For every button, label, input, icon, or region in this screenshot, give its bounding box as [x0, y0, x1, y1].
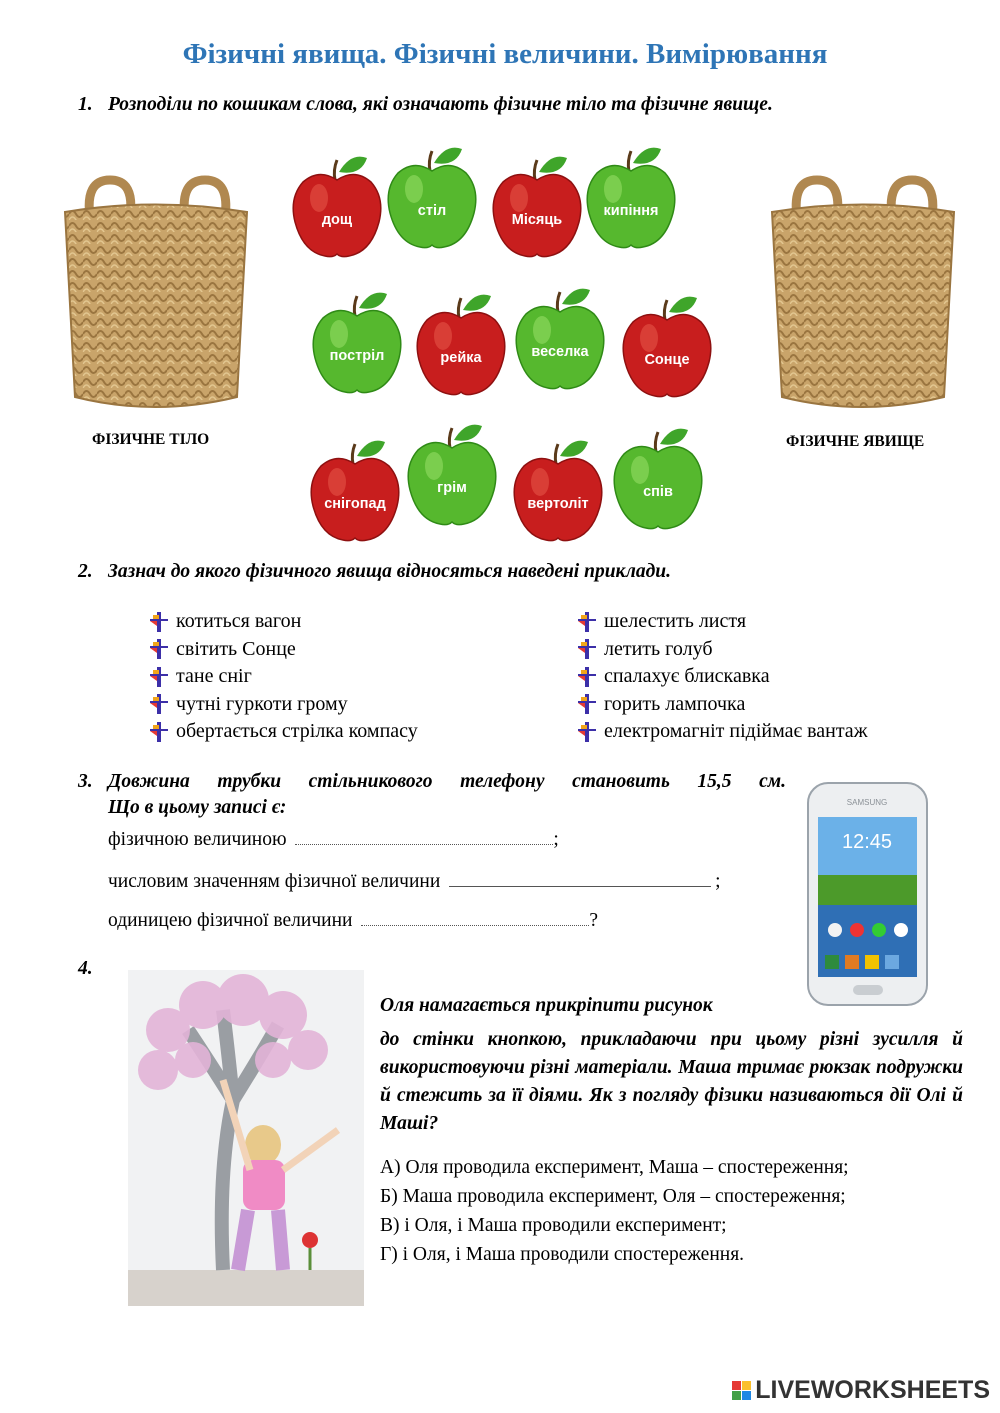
logo-text: LIVEWORKSHEETS [755, 1376, 990, 1404]
apple-word-label: Місяць [511, 212, 563, 228]
red-apple-icon [413, 290, 509, 400]
task3-answer-1 [108, 829, 559, 851]
apple-word-7[interactable] [512, 284, 608, 394]
task3-number: 3. [78, 771, 93, 792]
arrow-bullet-icon [576, 722, 598, 742]
task4-number: 4. [78, 958, 93, 979]
green-apple-icon [512, 284, 608, 394]
girl-tree-photo [128, 970, 364, 1306]
answer-2-input[interactable] [449, 885, 711, 887]
task4-text-rest: до стінки кнопкою, прикладаючи при цьому різні зусилля й використовуючи різні матеріали. Маша тримає рюкзак подружки й стежить за її діями. Як з погляду фізики називаються дії Олі й Маші? [380, 1029, 963, 1134]
phone-image [805, 780, 930, 1008]
apple-word-5[interactable] [309, 288, 405, 398]
apple-word-10[interactable] [404, 420, 500, 530]
task2-question [78, 561, 671, 583]
task3-line2: Що в цьому записі є: [108, 797, 287, 818]
red-apple-icon [489, 152, 585, 262]
photo-illustration [128, 970, 364, 1306]
apple-word-2[interactable] [384, 143, 480, 253]
answer-1-label: фізичною величиною [108, 829, 287, 850]
apple-word-label: рейка [440, 350, 482, 366]
task2-number: 2. [78, 561, 93, 582]
arrow-bullet-icon [148, 639, 170, 659]
arrow-bullet-icon [576, 639, 598, 659]
task4-options [380, 1153, 849, 1269]
arrow-bullet-icon [576, 612, 598, 632]
task4-option-1[interactable]: А) Оля проводила експеримент, Маша – спостереження; [380, 1157, 849, 1178]
task3-answer-3 [108, 910, 598, 932]
task2-item-text: котиться вагон [176, 610, 302, 632]
right-basket-label: ФІЗИЧНЕ ЯВИЩЕ [786, 433, 925, 450]
task2-right-list [576, 608, 868, 746]
apple-word-label: вертоліт [527, 496, 589, 512]
apple-word-11[interactable] [510, 436, 606, 546]
left-basket-label: ФІЗИЧНЕ ТІЛО [92, 431, 210, 448]
phone-brand: SAMSUNG [846, 798, 888, 807]
apple-word-label: спів [643, 484, 673, 500]
apple-word-label: стіл [417, 203, 447, 219]
task3-question [78, 771, 786, 819]
answer-3-label: одиницею фізичної величини [108, 910, 353, 931]
apple-word-label: веселка [531, 344, 589, 360]
task2-item-text: світить Сонце [176, 637, 296, 660]
apple-word-label: снігопад [324, 496, 386, 512]
answer-2-label: числовим значенням фізичної величини [108, 871, 441, 892]
task2-item-text: чутні гуркоти грому [176, 692, 348, 715]
arrow-bullet-icon [148, 694, 170, 714]
task2-text: Зазнач до якого фізичного явища відносяться наведені приклади. [108, 561, 671, 582]
task2-item-text: тане сніг [176, 665, 252, 687]
task2-left-item[interactable] [148, 718, 418, 746]
task3-answer-2 [108, 871, 721, 893]
arrow-bullet-icon [576, 694, 598, 714]
task2-item-text: летить голуб [604, 637, 713, 660]
task2-right-item[interactable] [576, 691, 868, 719]
phone-time: 12:45 [841, 831, 893, 853]
apple-word-9[interactable] [307, 436, 403, 546]
red-apple-icon [307, 436, 403, 546]
task2-item-text: обертається стрілка компасу [176, 720, 418, 742]
task2-left-item[interactable] [148, 663, 418, 691]
task2-item-text: горить лампочка [604, 692, 746, 715]
red-apple-icon [289, 152, 385, 262]
left-basket[interactable] [55, 172, 255, 417]
answer-1-input[interactable] [295, 843, 553, 845]
liveworksheets-logo[interactable] [732, 1376, 990, 1405]
task1-number: 1. [78, 94, 93, 115]
logo-icon [732, 1381, 751, 1400]
green-apple-icon [384, 143, 480, 253]
answer-2-end: ; [715, 871, 721, 892]
task3-line1: Довжина трубки стільникового телефону становить 15,5 см. [108, 771, 786, 792]
task2-left-item[interactable] [148, 608, 418, 636]
apple-word-label: грім [437, 480, 467, 496]
right-basket[interactable] [762, 172, 962, 417]
basket-icon [762, 172, 962, 417]
basket-icon [55, 172, 255, 417]
arrow-bullet-icon [148, 612, 170, 632]
apple-word-label: Сонце [644, 352, 690, 368]
apple-word-label: кипіння [603, 203, 659, 219]
apple-word-3[interactable] [489, 152, 585, 262]
answer-3-end: ? [589, 910, 598, 931]
arrow-bullet-icon [576, 667, 598, 687]
task4-option-3[interactable]: В) і Оля, і Маша проводили експеримент; [380, 1215, 727, 1236]
answer-1-end: ; [553, 829, 559, 850]
green-apple-icon [610, 424, 706, 534]
task2-right-item[interactable] [576, 718, 868, 746]
red-apple-icon [510, 436, 606, 546]
apple-word-1[interactable] [289, 152, 385, 262]
green-apple-icon [404, 420, 500, 530]
task1-question [78, 94, 773, 116]
task4-option-4[interactable]: Г) і Оля, і Маша проводили спостереження. [380, 1244, 745, 1265]
green-apple-icon [309, 288, 405, 398]
task4-text-first: Оля намагається прикріпити рисунок [380, 995, 713, 1016]
green-apple-icon [583, 143, 679, 253]
arrow-bullet-icon [148, 722, 170, 742]
apple-word-label: дощ [321, 212, 353, 228]
apple-word-12[interactable] [610, 424, 706, 534]
task2-item-text: спалахує блискавка [604, 665, 770, 687]
task2-right-item[interactable] [576, 608, 868, 636]
page-title: Фізичні явища. Фізичні величини. Вимірювання [182, 38, 828, 70]
task2-right-item[interactable] [576, 663, 868, 691]
task1-text: Розподіли по кошикам слова, які означають фізичне тіло та фізичне явище. [108, 94, 773, 115]
apple-word-6[interactable] [413, 290, 509, 400]
smartphone-icon [805, 780, 930, 1008]
red-apple-icon [619, 292, 715, 402]
task2-left-item[interactable] [148, 636, 418, 664]
answer-3-input[interactable] [361, 924, 589, 926]
apple-word-8[interactable] [619, 292, 715, 402]
task2-item-text: шелестить листя [604, 610, 747, 632]
task2-item-text: електромагніт підіймає вантаж [604, 720, 868, 742]
arrow-bullet-icon [148, 667, 170, 687]
apple-word-4[interactable] [583, 143, 679, 253]
task4-option-2[interactable]: Б) Маша проводила експеримент, Оля – спостереження; [380, 1186, 846, 1207]
task2-left-list [148, 608, 418, 746]
task2-right-item[interactable] [576, 636, 868, 664]
task2-left-item[interactable] [148, 691, 418, 719]
apple-word-label: постріл [329, 348, 385, 364]
